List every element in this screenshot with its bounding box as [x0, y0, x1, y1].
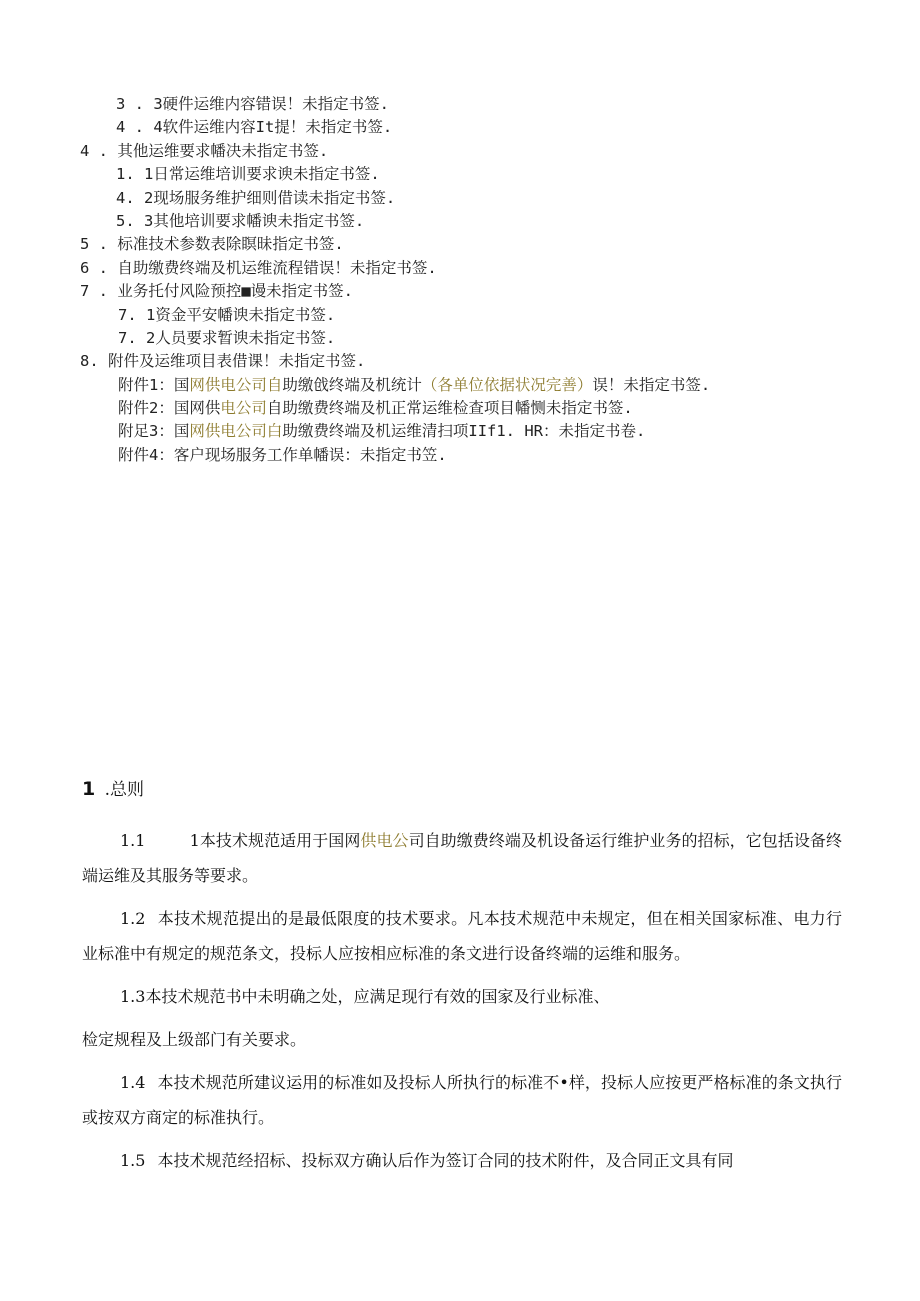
toc-item-attachment-4[interactable]: 附件4：客户现场服务工作单幡误：未指定书笠.: [118, 445, 447, 464]
toc-item[interactable]: 3 . 3硬件运维内容错误！未指定书签.: [116, 95, 389, 113]
document-body: [82, 776, 842, 1178]
paragraph: 1.2 本技术规范提出的是最低限度的技术要求。凡本技术规范中未规定，但在相关国家标准、电力行业标准中有规定的规范条文，投标人应按相应标准的条文进行设备终端的运维和服务。: [82, 909, 842, 963]
toc-item-attachment-1[interactable]: 附件1：国网供电公司自助缴戗终端及机统计（各单位依据状况完善）误！未指定书签.: [118, 375, 711, 394]
toc-item-attachment-3[interactable]: 附足3：国网供电公司白助缴费终端及机运维清扫项IIf1. HR：未指定书卷.: [118, 422, 646, 441]
section-number: 1: [82, 778, 96, 800]
table-of-contents: [0, 93, 920, 467]
paragraph: 1.4 本技术规范所建议运用的标准如及投标人所执行的标准不•样，投标人应按更严格标准的条文执行或按双方商定的标准执行。: [82, 1073, 842, 1127]
toc-item[interactable]: 5. 3其他培训要求幡谀未指定书签.: [116, 211, 365, 230]
toc-item[interactable]: 4 . 其他运维要求幡决未指定书签.: [80, 141, 329, 160]
toc-item[interactable]: 7. 1资金平安幡谀未指定书签.: [118, 305, 336, 324]
paragraph: 1.5 本技术规范经招标、投标双方确认后作为签订合同的技术附件，及合同正文具有同: [120, 1151, 734, 1170]
toc-item[interactable]: 5 . 标准技术参数表除瞑昧指定书签.: [80, 235, 344, 254]
section-heading: [82, 776, 842, 803]
toc-item[interactable]: 4 . 4软件运维内容It提！未指定书签.: [116, 118, 393, 137]
toc-item[interactable]: 1. 1日常运维培训要求谀未指定书签.: [116, 165, 380, 184]
paragraph: 1.3本技术规范书中未明确之处，应满足现行有效的国家及行业标准、: [120, 987, 610, 1006]
toc-item[interactable]: 7. 2人员要求暂谀未指定书签.: [118, 328, 336, 347]
toc-item[interactable]: 7 . 业务托付风险预控■谩未指定书签.: [80, 282, 353, 301]
section-title: .总则: [99, 780, 145, 800]
paragraph: 1.1 1本技术规范适用于国网供电公司自助缴费终端及机设备运行维护业务的招标，它包括设备终端运维及其服务等要求。: [82, 831, 842, 885]
paragraph: 检定规程及上级部门有关要求。: [82, 1030, 307, 1049]
toc-item[interactable]: 8. 附件及运维项目表借课！未指定书签.: [80, 352, 366, 371]
toc-item-attachment-2[interactable]: 附件2：国网供电公司自助缴费终端及机正常运维检查项目幡恻未指定书签.: [118, 399, 633, 418]
toc-item[interactable]: 6 . 自助缴费终端及机运维流程错误！未指定书签.: [80, 258, 437, 277]
toc-item[interactable]: 4. 2现场服务维护细则借读未指定书签.: [116, 188, 396, 207]
